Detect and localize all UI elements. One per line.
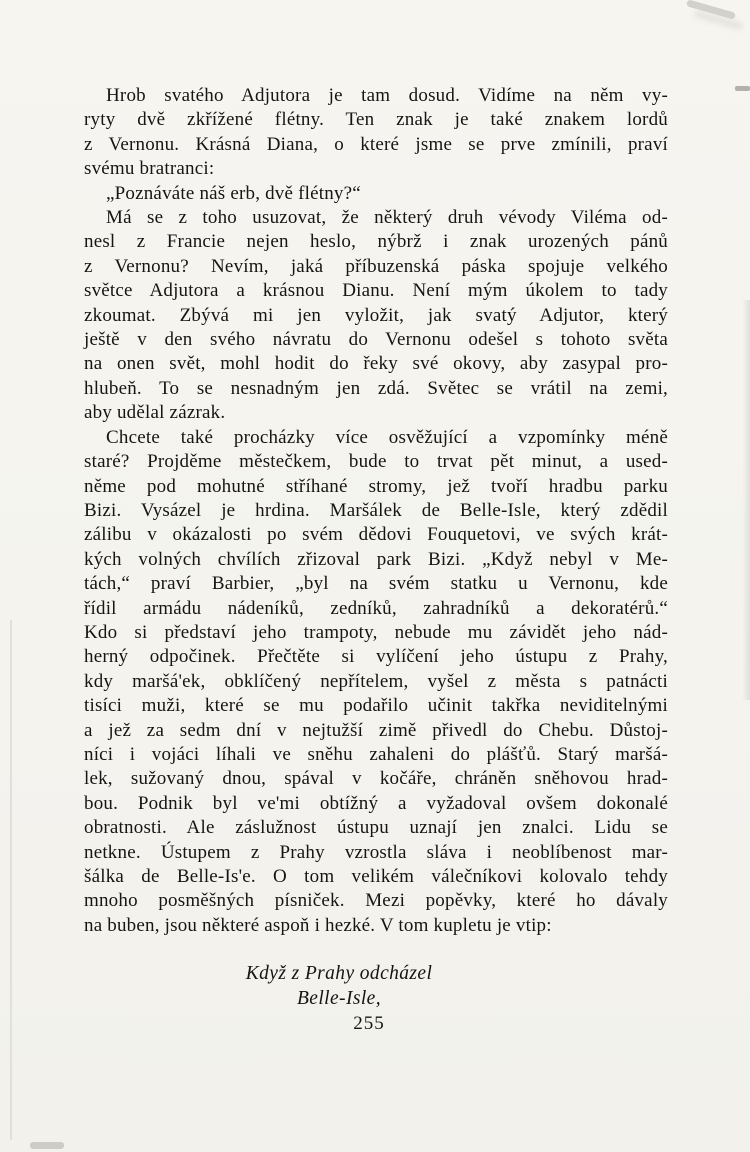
scan-artifact-top-right [686,0,736,20]
text-line: „Poznáváte náš erb, dvě flétny?“ [106,182,361,204]
page-number: 255 [353,1013,385,1034]
verse-line: Když z Prahy odcházel [245,963,433,984]
text-line: řídil armádu nádeníků, zedníků, zahradníků a dekoratérů.“ [84,597,668,619]
scan-artifact-right-edge [735,86,750,91]
text-line: a jež za sedm dní v nejtužší zimě přivedl do Chebu. Důstoj- [84,719,668,741]
text-line: Bizi. Vysázel je hrdina. Maršálek de Belle-Isle, který zdědil [84,499,668,521]
text-line: světce Adjutora a krásnou Dianu. Není mým úkolem to tady [84,280,668,302]
text-line: zkoumat. Zbývá mi jen vyložit, jak svatý Adjutor, který [84,304,668,326]
text-line: Chcete také procházky více osvěžující a vzpomínky méně [106,426,668,448]
text-line: ještě v den svého návratu do Vernonu odešel s tohoto světa [84,329,668,351]
scan-artifact-bottom-left [30,1142,64,1149]
text-line: níci i vojáci líhali ve sněhu zahaleni do plášťů. Starý maršá- [84,743,668,765]
text-line: staré? Projděme městečkem, bude to trvat pět minut, a used- [84,451,668,473]
text-line: hlubeň. To se nesnadným jen zdá. Světec se vrátil na zemi, [84,377,668,399]
text-line: svému bratranci: [84,158,215,180]
text-line: Hrob svatého Adjutora je tam dosud. Vidíme na něm vy- [106,85,668,106]
text-line: tách,“ praví Barbier, „byl na svém statku u Vernonu, kde [84,573,668,595]
text-line: zálibu v okázalosti po svém dědovi Fouquetovi, ve svých krát- [84,524,668,546]
text-line: lek, sužovaný dnou, spával v kočáře, chráněn sněhovou hrad- [84,768,668,790]
text-line: Kdo si představí jeho trampoty, nebude mu závidět jeho nád- [84,621,668,643]
scan-artifact-left-crease [10,620,12,1140]
text-line: obratnosti. Ale záslužnost ústupu uznají jen znalci. Lidu se [84,817,668,839]
text-line: z Vernonu? Nevím, jaká příbuzenská páska spojuje velkého [84,255,668,277]
text-block [84,84,668,938]
text-line: ryty dvě zkřížené flétny. Ten znak je také znakem lordů [84,109,668,131]
text-line: kdy maršá'ek, obklíčený nepřítelem, vyšel z města s patnácti [84,670,668,692]
text-line: netkne. Ústupem z Prahy vzrostla sláva i neoblíbenost mar- [84,841,668,863]
text-line: něme pod mohutné stříhané stromy, jež tvoří hradbu parku [84,475,668,497]
text-line: Má se z toho usuzovat, že některý druh vévody Viléma od- [106,207,668,229]
text-line: šálka de Belle-Is'e. O tom velikém válečníkovi kolovalo tehdy [84,866,668,887]
text-line: kých volných chvílích zřizoval park Bizi. „Když nebyl v Me- [84,548,668,570]
text-line: tisíci muži, které se mu podařilo učinit takřka neviditelnými [84,695,668,717]
text-line: nesl z Francie nejen heslo, nýbrž i znak urozených pánů [84,231,668,253]
text-line: na onen svět, mohl hodit do řeky své okovy, aby zasypal pro- [84,353,668,375]
text-line: bou. Podnik byl ve'mi obtížný a vyžadoval ovšem dokonalé [84,792,668,814]
text-line: z Vernonu. Krásná Diana, o které jsme se prve zmínili, praví [84,133,668,155]
text-line: aby udělal zázrak. [84,402,226,424]
scan-artifact-right-shade [742,300,750,700]
text-line: herný odpočinek. Přečtěte si vylíčení jeho ústupu z Prahy, [84,646,668,668]
text-line: na buben, jsou některé aspoň i hezké. V tom kupletu je vtip: [84,914,552,936]
text-line: mnoho posměšných písniček. Mezi popěvky, které ho dávaly [84,890,668,912]
verse-line: Belle-Isle, [297,988,381,1009]
verse [0,961,714,1011]
